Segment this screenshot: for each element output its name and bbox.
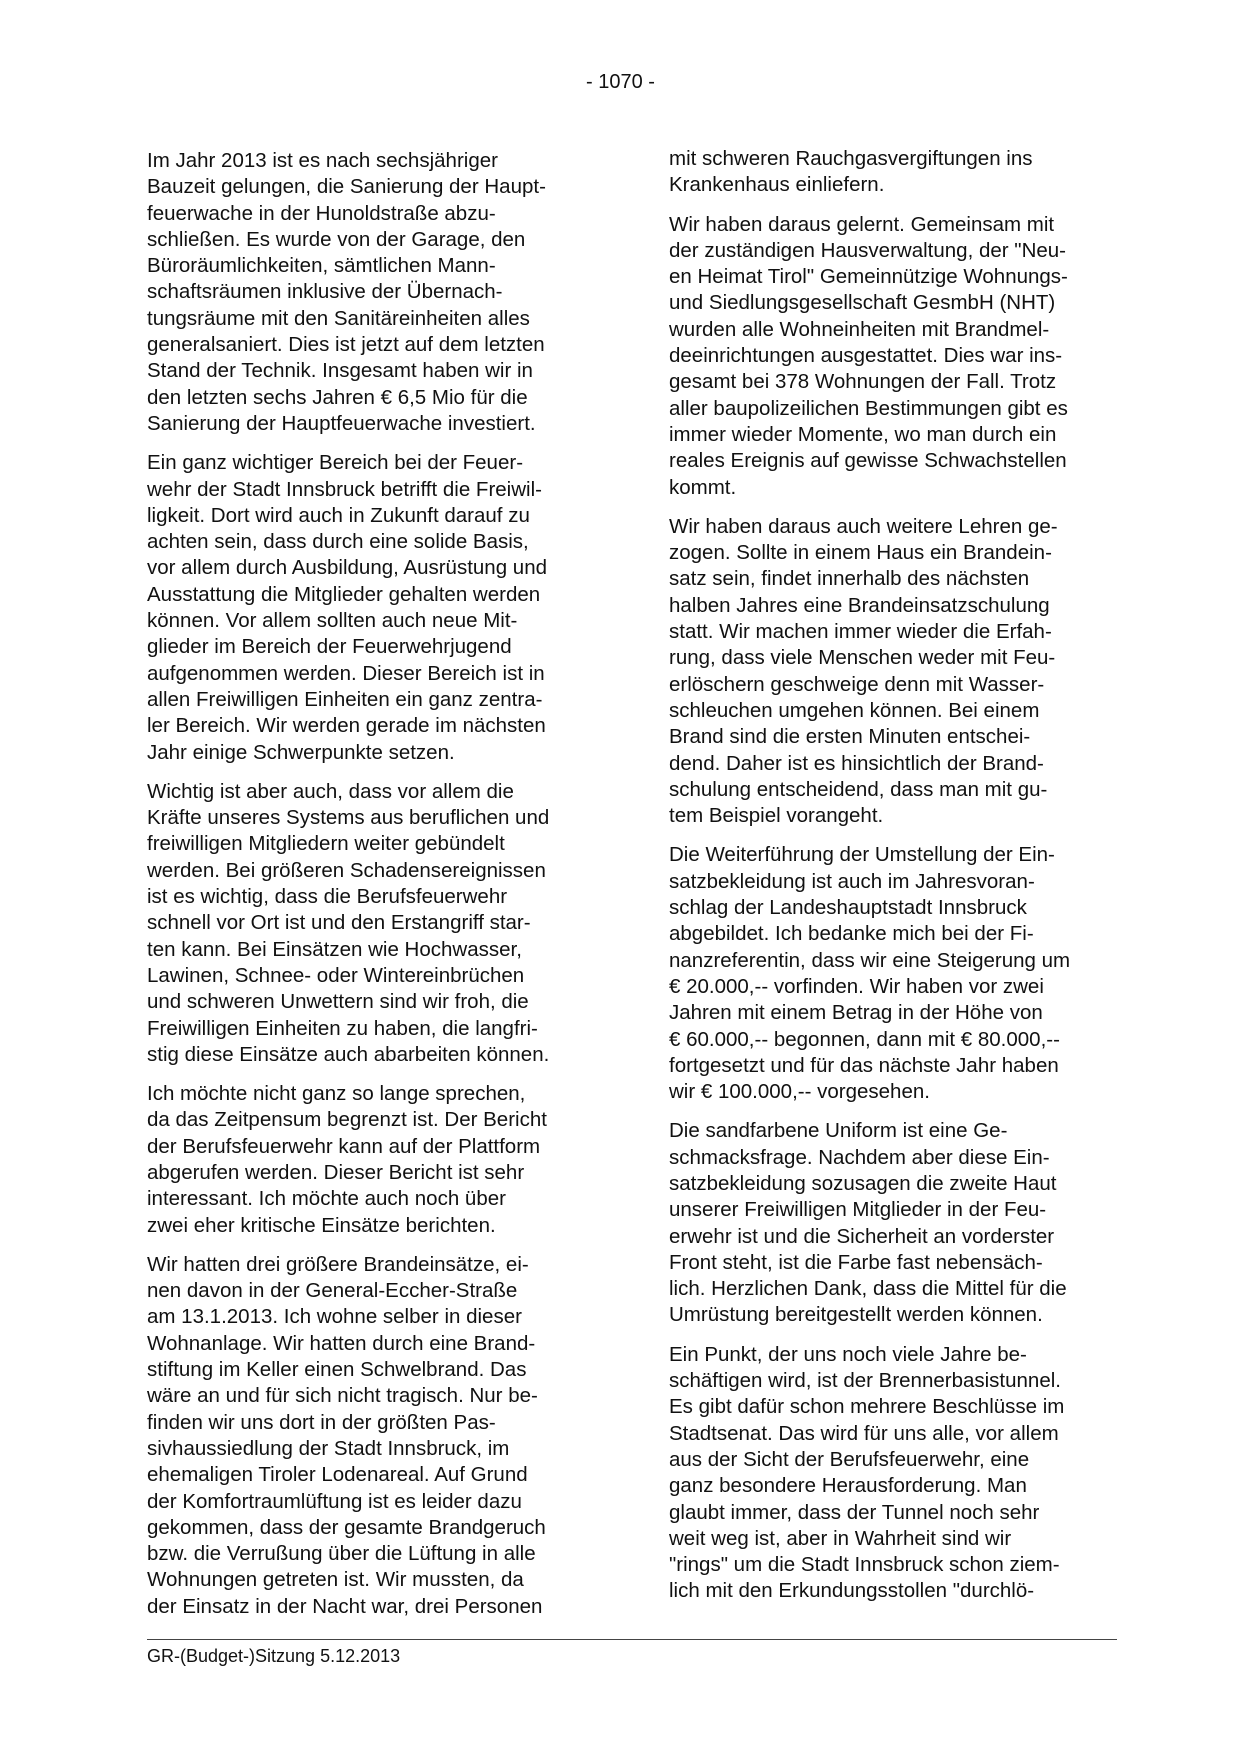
- text-line: Brand sind die ersten Minuten entschei-: [669, 725, 1031, 749]
- text-line: wäre an und für sich nicht tragisch. Nur be-: [147, 1384, 538, 1408]
- paragraph: [147, 450, 599, 766]
- text-line: schulung entscheidend, dass man mit gu-: [669, 777, 1048, 801]
- text-line: feuerwache in der Hunoldstraße abzu-: [147, 201, 496, 225]
- text-line: en Heimat Tirol" Gemeinnützige Wohnungs-: [669, 265, 1068, 289]
- text-line: tungsräume mit den Sanitäreinheiten alles: [147, 306, 530, 330]
- text-column-right: [669, 146, 1121, 1618]
- text-line: satz sein, findet innerhalb des nächsten: [669, 567, 1030, 591]
- text-line: generalsaniert. Dies ist jetzt auf dem letzten: [147, 333, 545, 357]
- text-line: Es gibt dafür schon mehrere Beschlüsse im: [669, 1395, 1065, 1419]
- text-line: schäftigen wird, ist der Brennerbasistunnel.: [669, 1369, 1061, 1393]
- text-column-left: [147, 148, 599, 1633]
- text-line: Front steht, ist die Farbe fast nebensäch-: [669, 1250, 1043, 1274]
- paragraph: [147, 148, 599, 437]
- text-line: satzbekleidung sozusagen die zweite Haut: [669, 1171, 1057, 1195]
- footer-divider: [147, 1639, 1117, 1640]
- text-line: Büroräumlichkeiten, sämtlichen Mann-: [147, 254, 496, 278]
- text-line: weit weg ist, aber in Wahrheit sind wir: [669, 1526, 1012, 1550]
- text-line: wir € 100.000,-- vorgesehen.: [669, 1080, 930, 1104]
- text-line: satzbekleidung ist auch im Jahresvoran-: [669, 869, 1035, 893]
- text-line: da das Zeitpensum begrenzt ist. Der Bericht: [147, 1108, 547, 1132]
- text-line: Im Jahr 2013 ist es nach sechsjähriger: [147, 149, 498, 172]
- paragraph: [669, 1118, 1121, 1328]
- text-line: schaftsräumen inklusive der Übernach-: [147, 280, 503, 304]
- text-line: Wichtig ist aber auch, dass vor allem die: [147, 779, 514, 803]
- text-line: vor allem durch Ausbildung, Ausrüstung und: [147, 556, 548, 580]
- paragraph: [147, 1081, 599, 1239]
- page-number: - 1070 -: [586, 71, 655, 93]
- text-line: abgebildet. Ich bedanke mich bei der Fi-: [669, 922, 1034, 946]
- text-line: werden. Bei größeren Schadensereignissen: [147, 858, 546, 882]
- text-line: der zuständigen Hausverwaltung, der "Neu-: [669, 238, 1066, 262]
- paragraph: [669, 212, 1121, 501]
- text-line: unserer Freiwilligen Mitglieder in der Feu-: [669, 1198, 1047, 1222]
- text-line: Die sandfarbene Uniform ist eine Ge-: [669, 1119, 1008, 1143]
- text-line: Freiwilligen Einheiten zu haben, die langfri-: [147, 1016, 538, 1040]
- text-line: Stadtsenat. Das wird für uns alle, vor allem: [669, 1421, 1059, 1445]
- text-line: gekommen, dass der gesamte Brandgeruch: [147, 1515, 546, 1539]
- text-line: stig diese Einsätze auch abarbeiten können.: [147, 1042, 550, 1066]
- text-line: stiftung im Keller einen Schwelbrand. Das: [147, 1358, 527, 1382]
- text-line: und schweren Unwettern sind wir froh, die: [147, 990, 529, 1014]
- text-line: glaubt immer, dass der Tunnel noch sehr: [669, 1500, 1040, 1524]
- text-line: schlag der Landeshauptstadt Innsbruck: [669, 896, 1027, 920]
- text-line: € 20.000,-- vorfinden. Wir haben vor zwei: [669, 974, 1044, 998]
- text-line: halben Jahres eine Brandeinsatzschulung: [669, 593, 1050, 617]
- text-line: nanzreferentin, dass wir eine Steigerung um: [669, 948, 1071, 972]
- text-line: Die Weiterführung der Umstellung der Ein-: [669, 843, 1055, 867]
- text-line: ehemaligen Tiroler Lodenareal. Auf Grund: [147, 1463, 528, 1487]
- text-line: Lawinen, Schnee- oder Wintereinbrüchen: [147, 963, 525, 987]
- text-line: erwehr ist und die Sicherheit an vorderster: [669, 1224, 1055, 1248]
- text-line: Wohnanlage. Wir hatten durch eine Brand-: [147, 1331, 536, 1355]
- text-line: ligkeit. Dort wird auch in Zukunft darauf zu: [147, 503, 530, 527]
- text-line: aufgenommen werden. Dieser Bereich ist in: [147, 661, 545, 685]
- text-line: Kräfte unseres Systems aus beruflichen und: [147, 806, 550, 830]
- text-line: Jahr einige Schwerpunkte setzen.: [147, 740, 455, 764]
- text-line: gesamt bei 378 Wohnungen der Fall. Trotz: [669, 370, 1057, 394]
- text-line: der Komfortraumlüftung ist es leider dazu: [147, 1489, 522, 1513]
- text-line: bzw. die Verrußung über die Lüftung in alle: [147, 1542, 536, 1566]
- text-line: zogen. Sollte in einem Haus ein Brandein-: [669, 541, 1052, 565]
- text-line: interessant. Ich möchte auch noch über: [147, 1187, 506, 1211]
- text-line: Ein ganz wichtiger Bereich bei der Feuer-: [147, 451, 524, 475]
- text-line: schließen. Es wurde von der Garage, den: [147, 227, 526, 251]
- text-line: abgerufen werden. Dieser Bericht ist sehr: [147, 1160, 525, 1184]
- text-line: statt. Wir machen immer wieder die Erfah-: [669, 620, 1052, 644]
- text-line: zwei eher kritische Einsätze berichten.: [147, 1213, 496, 1237]
- text-line: nen davon in der General-Eccher-Straße: [147, 1279, 518, 1303]
- text-line: ganz besondere Herausforderung. Man: [669, 1474, 1027, 1498]
- text-line: rung, dass viele Menschen weder mit Feu-: [669, 646, 1056, 670]
- text-line: am 13.1.2013. Ich wohne selber in dieser: [147, 1305, 522, 1329]
- text-line: schleuchen umgehen können. Bei einem: [669, 698, 1040, 722]
- paragraph: [669, 514, 1121, 830]
- text-line: der Berufsfeuerwehr kann auf der Plattform: [147, 1134, 541, 1158]
- text-line: freiwilligen Mitgliedern weiter gebündelt: [147, 832, 505, 856]
- paragraph: [669, 1342, 1121, 1605]
- text-line: kommt.: [669, 475, 737, 499]
- text-line: Wir hatten drei größere Brandeinsätze, ei-: [147, 1252, 529, 1276]
- text-line: Ein Punkt, der uns noch viele Jahre be-: [669, 1342, 1027, 1366]
- text-line: Umrüstung bereitgestellt werden können.: [669, 1303, 1043, 1327]
- text-line: lich. Herzlichen Dank, dass die Mittel für die: [669, 1277, 1067, 1301]
- text-line: Bauzeit gelungen, die Sanierung der Haupt-: [147, 175, 546, 199]
- paragraph: [669, 842, 1121, 1105]
- text-line: dend. Daher ist es hinsichtlich der Brand-: [669, 751, 1044, 775]
- text-line: fortgesetzt und für das nächste Jahr haben: [669, 1053, 1059, 1077]
- text-line: wurden alle Wohneinheiten mit Brandmel-: [669, 317, 1050, 341]
- text-line: sivhaussiedlung der Stadt Innsbruck, im: [147, 1436, 510, 1460]
- paragraph: [669, 146, 1121, 199]
- text-line: Jahren mit einem Betrag in der Höhe von: [669, 1001, 1043, 1025]
- text-line: der Einsatz in der Nacht war, drei Personen: [147, 1594, 543, 1618]
- text-line: ten kann. Bei Einsätzen wie Hochwasser,: [147, 937, 522, 961]
- text-line: aller baupolizeilichen Bestimmungen gibt es: [669, 396, 1068, 420]
- text-line: lich mit den Erkundungsstollen "durchlö-: [669, 1579, 1035, 1603]
- text-line: Krankenhaus einliefern.: [669, 173, 885, 197]
- text-line: finden wir uns dort in der größten Pas-: [147, 1410, 496, 1434]
- text-line: erlöschern geschweige denn mit Wasser-: [669, 672, 1045, 696]
- text-line: Wir haben daraus gelernt. Gemeinsam mit: [669, 212, 1055, 236]
- text-line: Stand der Technik. Insgesamt haben wir in: [147, 359, 533, 383]
- text-line: Ausstattung die Mitglieder gehalten werden: [147, 582, 541, 606]
- text-line: immer wieder Momente, wo man durch ein: [669, 422, 1057, 446]
- text-line: ist es wichtig, dass die Berufsfeuerwehr: [147, 885, 508, 909]
- text-line: mit schweren Rauchgasvergiftungen ins: [669, 147, 1033, 170]
- text-line: aus der Sicht der Berufsfeuerwehr, eine: [669, 1447, 1030, 1471]
- text-line: Sanierung der Hauptfeuerwache investiert.: [147, 411, 536, 435]
- text-line: und Siedlungsgesellschaft GesmbH (NHT): [669, 291, 1056, 315]
- text-line: schmacksfrage. Nachdem aber diese Ein-: [669, 1145, 1050, 1169]
- text-line: Wir haben daraus auch weitere Lehren ge-: [669, 514, 1058, 538]
- text-line: Wohnungen getreten ist. Wir mussten, da: [147, 1568, 524, 1592]
- text-line: € 60.000,-- begonnen, dann mit € 80.000,--: [669, 1027, 1060, 1051]
- footer-session-label: GR-(Budget-)Sitzung 5.12.2013: [147, 1646, 401, 1666]
- text-line: deeinrichtungen ausgestattet. Dies war ins-: [669, 344, 1063, 368]
- text-line: achten sein, dass durch eine solide Basis,: [147, 530, 529, 554]
- text-line: "rings" um die Stadt Innsbruck schon ziem-: [669, 1553, 1060, 1577]
- text-line: Ich möchte nicht ganz so lange sprechen,: [147, 1082, 526, 1106]
- text-line: tem Beispiel vorangeht.: [669, 804, 884, 828]
- text-line: reales Ereignis auf gewisse Schwachstellen: [669, 449, 1067, 473]
- paragraph: [147, 1252, 599, 1620]
- text-line: können. Vor allem sollten auch neue Mit-: [147, 609, 518, 633]
- paragraph: [147, 779, 599, 1068]
- text-line: den letzten sechs Jahren € 6,5 Mio für die: [147, 385, 528, 409]
- text-line: schnell vor Ort ist und den Erstangriff star-: [147, 911, 531, 935]
- text-line: allen Freiwilligen Einheiten ein ganz zentra-: [147, 687, 543, 711]
- text-line: glieder im Bereich der Feuerwehrjugend: [147, 635, 512, 659]
- text-line: ler Bereich. Wir werden gerade im nächsten: [147, 714, 546, 738]
- text-line: wehr der Stadt Innsbruck betrifft die Freiwil-: [147, 477, 542, 501]
